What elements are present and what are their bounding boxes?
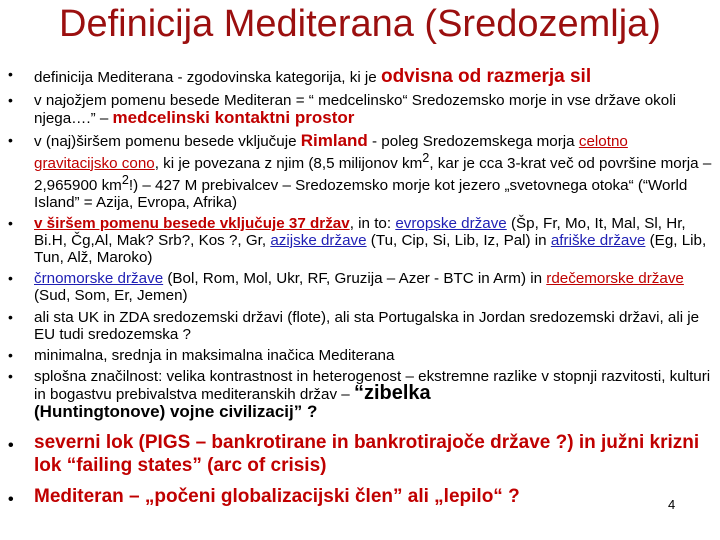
item-emphasis: azijske države (270, 232, 367, 250)
item-text: (Tu, Cip, Si, Lib, Iz, Pal) in (366, 232, 551, 250)
item-emphasis: medcelinski kontaktni prostor (112, 108, 355, 128)
page-number: 4 (668, 497, 676, 512)
item-text: splošna značilnost: velika kontrastnost in heterogenost – ekstremne razlike v stopnji razvitosti, kulturi in bogastvu prebivalstva mediteranskih držav – (34, 368, 711, 404)
item-emphasis: odvisna od razmerja sil (380, 66, 592, 87)
item-emphasis: (Huntingtonove) vojne civilizacij” ? (34, 402, 318, 422)
bullet-icon: • (8, 437, 14, 455)
item-emphasis: Rimland (300, 130, 368, 150)
bullet-icon: • (8, 368, 13, 385)
item-text: severni lok (PIGS – bankrotirane in bankrotirajoče države ?) in južni krizni lok “failing states” (arc of crisis) (34, 432, 700, 477)
list-item (8, 270, 714, 304)
item-text: (Bol, Rom, Mol, Ukr, RF, Gruzija – Azer - BTC in Arm) in (163, 270, 547, 288)
item-text: v najožjem pomenu besede Mediteran = “ medcelinsko“ Sredozemsko morje in vse države okoli njega….” – (34, 92, 676, 128)
bullet-icon: • (8, 92, 13, 109)
item-text: , in to: (349, 215, 396, 233)
bullet-icon: • (8, 346, 13, 363)
item-emphasis: črnomorske države (34, 270, 164, 288)
list-item (8, 431, 714, 477)
item-text: ali sta UK in ZDA sredozemski državi (flote), ali sta Portugalska in Jordan sredozemski državi, ali je EU tudi sredozemska ? (34, 308, 700, 343)
item-text: minimalna, srednja in maksimalna inačica Mediterana (34, 346, 395, 364)
item-text: v (naj)širšem pomenu besede vključuje (34, 132, 301, 150)
item-emphasis: afriške države (550, 232, 646, 250)
item-emphasis: evropske države (395, 215, 507, 233)
list-item (8, 368, 714, 421)
list-item (8, 485, 714, 508)
item-text: !) – 427 M prebivalcev – Sredozemsko morje kot jezero „svetovnega otoka“ (“World Island” = Azija, Evropa, Afrika) (34, 176, 688, 211)
item-text: (Sud, Som, Er, Jemen) (34, 287, 188, 305)
item-text: (Eg, Lib, Tun, Alž, Maroko) (34, 232, 707, 267)
item-text: , kar je cca 3-krat več od površine morja – 2,965900 km (34, 154, 712, 194)
list-item (8, 66, 714, 88)
bullet-icon: • (8, 270, 13, 287)
item-text: - poleg Sredozemskega morja (367, 132, 579, 150)
bullet-icon: • (8, 66, 13, 82)
item-text: Mediteran – „počeni globalizacijski člen” ali „lepilo“ ? (34, 486, 520, 508)
page-title: Definicija Mediterana (Sredozemlja) (59, 3, 661, 45)
list-item (8, 132, 714, 211)
list-item (8, 215, 714, 266)
item-text: , ki je povezana z njim (8,5 milijonov km (154, 154, 423, 172)
list-item (8, 92, 714, 127)
item-emphasis: rdečemorske države (546, 270, 684, 288)
bullet-icon: • (8, 308, 13, 325)
bullet-icon: • (8, 215, 13, 232)
bullet-list (8, 66, 714, 513)
item-emphasis: celotno gravitacijsko cono (34, 132, 628, 172)
bullet-icon: • (8, 131, 13, 148)
bullet-icon: • (8, 491, 14, 509)
item-sup: 2 (422, 150, 430, 165)
list-item (8, 309, 714, 343)
item-text: definicija Mediterana - zgodovinska kategorija, ki je (34, 69, 381, 86)
item-emphasis: “zibelka (353, 382, 431, 405)
item-emphasis: v širšem pomenu besede vključuje 37 držav (34, 215, 350, 233)
item-sup: 2 (121, 172, 129, 187)
item-text: (Šp, Fr, Mo, It, Mal, Sl, Hr, Bi.H, Čg,Al, Mak? Srb?, Kos ?, Gr, (34, 215, 686, 250)
list-item (8, 347, 714, 364)
